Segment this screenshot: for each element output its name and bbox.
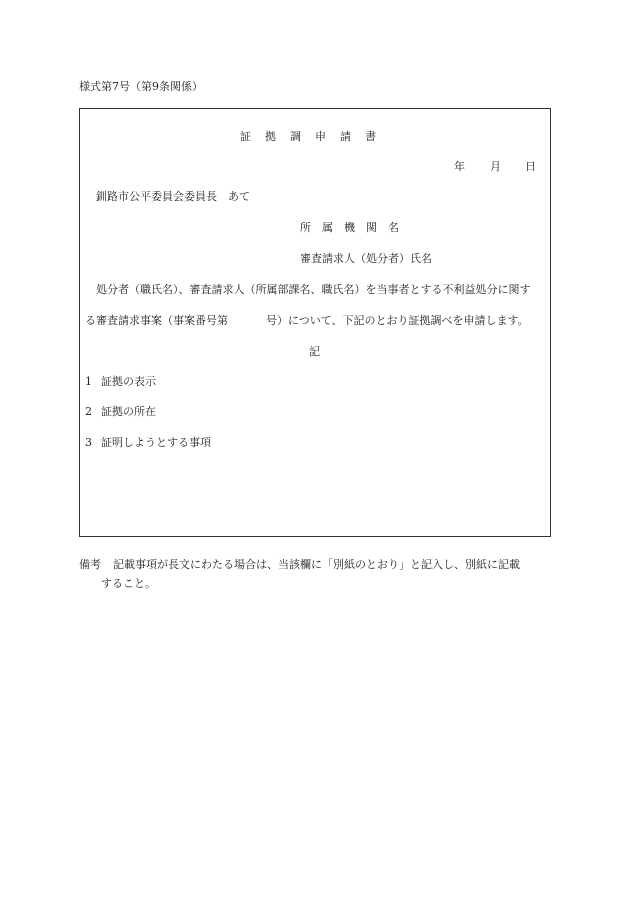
addressee: 釧路市公平委員会委員長 あて (96, 190, 250, 203)
date-month: 月 (490, 160, 501, 173)
remarks-line-2: すること。 (101, 577, 156, 590)
item-text: 証明しようとする事項 (101, 436, 211, 449)
remarks-line-1: 記載事項が長文にわたる場合は、当該欄に「別紙のとおり」と記入し、別紙に記載 (113, 558, 520, 571)
remarks-label: 備考 (79, 558, 101, 571)
item-text: 証拠の表示 (101, 375, 156, 388)
item-number: 1 (85, 375, 92, 388)
document-title: 証拠調申請書 (240, 130, 390, 143)
affiliation-label: 所属機関名 (300, 221, 410, 234)
item-number: 2 (85, 405, 92, 418)
ki-heading: 記 (309, 345, 320, 358)
item-number: 3 (85, 436, 92, 449)
body-text-line-2-start: る審査請求事案（事案番号第 (85, 314, 228, 327)
date-year: 年 (454, 160, 465, 173)
form-number-label: 様式第7号（第9条関係） (79, 80, 203, 93)
applicant-name-label: 審査請求人（処分者）氏名 (300, 252, 432, 265)
body-text-line-2-end: 号）について、下記のとおり証拠調べを申請します。 (266, 314, 529, 327)
item-text: 証拠の所在 (101, 405, 156, 418)
body-text-line-1: 処分者（職氏名）、審査請求人（所属部課名、職氏名）を当事者とする不利益処分に関す (96, 283, 531, 296)
date-day: 日 (525, 160, 536, 173)
